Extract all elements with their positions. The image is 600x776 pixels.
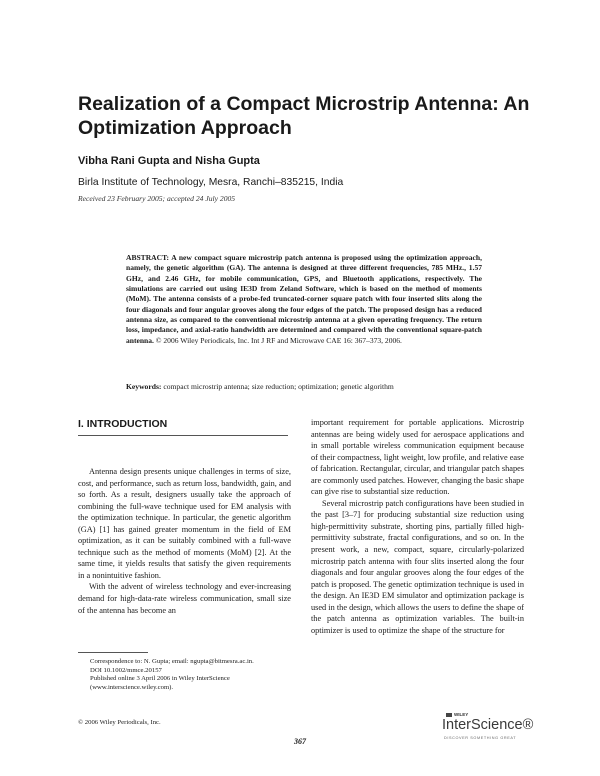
copyright: © 2006 Wiley Periodicals, Inc. <box>78 719 161 726</box>
footnote-correspondence: Correspondence to: N. Gupta; email: ngupta@bitmesra.ac.in. <box>90 658 254 665</box>
section-rule <box>78 435 288 436</box>
logo-publisher: WILEY <box>454 712 469 717</box>
abstract-citation: © 2006 Wiley Periodicals, Inc. Int J RF and Microwave CAE 16: 367–373, 2006. <box>155 335 402 345</box>
keywords-label: Keywords: <box>126 382 162 391</box>
received-dates: Received 23 February 2005; accepted 24 July 2005 <box>78 194 236 203</box>
page-number: 367 <box>294 737 306 746</box>
paragraph: Several microstrip patch configurations have been studied in the past [3–7] for producing substantial size reduction using high-permittivity substrate, shorting pins, partially filled high-permittivity substrate, fractal configurations, and so on. In the present work, a new, compact, square, circularly-polarized microstrip patch antenna with four slits inserted along the four diagonals and four angular grooves along the four edges of the patch is proposed. The genetic optimization technique is used in the design. An IE3D EM simulator and optimization package is used in the design, which allows the users to define the shape of the patch antenna as optimization variables. The built-in optimizer is used to optimize the shape of the structure for <box>311 498 524 635</box>
article-title: Realization of a Compact Microstrip Antenna: An Optimization Approach <box>78 93 530 139</box>
footnote-rule <box>78 652 148 653</box>
keywords-text: compact microstrip antenna; size reduction; optimization; genetic algorithm <box>163 382 394 391</box>
left-column <box>78 466 291 616</box>
authors: Vibha Rani Gupta and Nisha Gupta <box>78 155 260 167</box>
footnote-doi: DOI 10.1002/mmce.20157 <box>90 666 162 674</box>
wiley-interscience-logo <box>442 712 532 746</box>
right-column <box>311 417 524 636</box>
keywords <box>126 382 486 391</box>
paragraph: Antenna design presents unique challenges in terms of size, cost, and performance, such as return loss, bandwidth, gain, and so forth. As a result, designers usually take the approach of combining the full-wave technique used for EM analysis with the optimization technique. In particular, the genetic algorithm (GA) [1] has gained greater momentum in the field of EM optimization, as it can be suitably combined with a full-wave technique such as the method of moments (MoM) [2]. At the same time, it yields results that satisfy the given requirements in a nonintuitive fashion. <box>78 467 291 580</box>
paragraph: important requirement for portable applications. Microstrip antennas are being widely used for aerospace applications and in small portable wireless communication equipment because of their compactness, light weight, low profile, and relative ease of fabrication. Rectangular, circular, and triangular patch shapes are commonly used patches. However, changing the basic shape can give rise to substantial size reduction. <box>311 418 525 497</box>
footnote-published: Published online 3 April 2006 in Wiley InterScience (www.interscience.wiley.com). <box>90 675 230 691</box>
footnotes <box>90 658 290 692</box>
affiliation: Birla Institute of Technology, Mesra, Ranchi–835215, India <box>78 177 344 188</box>
abstract <box>126 253 482 346</box>
logo-tagline: DISCOVER SOMETHING GREAT <box>444 736 517 740</box>
abstract-body: ABSTRACT: A new compact square microstrip patch antenna is proposed using the optimization approach, namely, the genetic algorithm (GA). The antenna is designed at three different frequencies, 785 MHz., 1.57 GHz, and 2.46 GHz, for mobile communication, GPS, and Bluetooth applications, respectively. The simulations are carried out using IE3D from Zeland Software, which is based on the method of moments (MoM). The antenna consists of a probe-fed truncated-corner square patch with four inserted slits along the four diagonals and four angular grooves along the four edges of the patch. The proposed design has a reduced antenna size, as compared to the conventional microstrip antenna at a given operating frequency. The return loss, impedance, and axial-ratio handwidth are determined and compared with the conventional square-patch antenna. <box>126 253 482 345</box>
paragraph: With the advent of wireless technology and ever-increasing demand for high-data-rate wireless communication, small size of the antenna has become an <box>78 582 291 615</box>
section-heading: I. INTRODUCTION <box>78 418 168 430</box>
logo-brand: InterScience® <box>442 717 534 733</box>
